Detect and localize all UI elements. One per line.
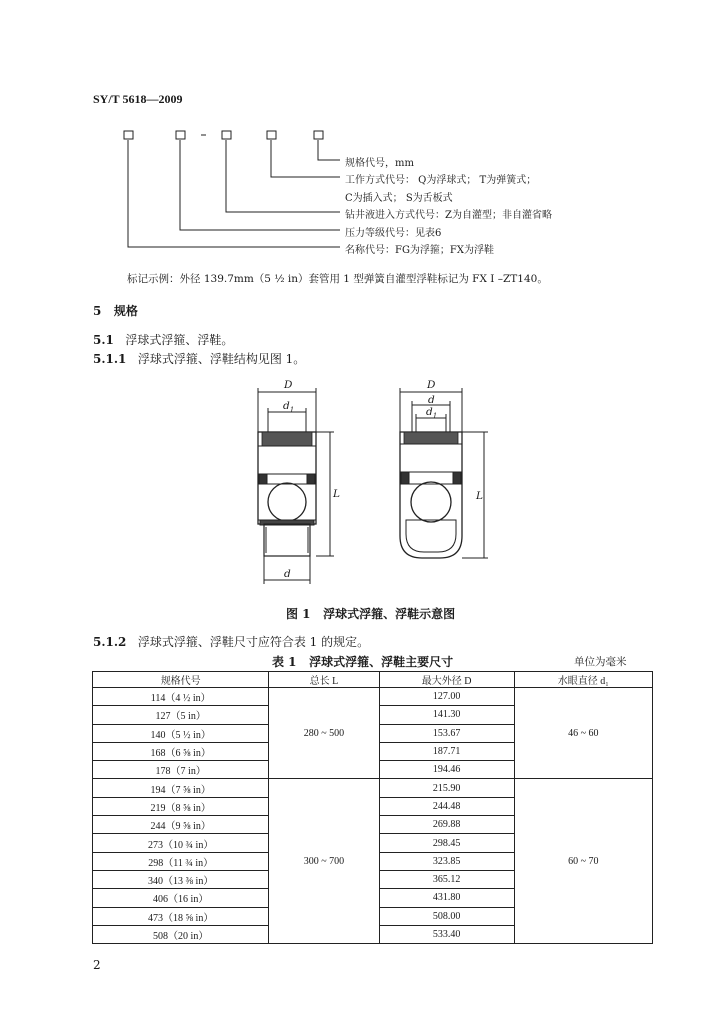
section-title: 规格	[113, 304, 138, 318]
cell-code: 127（5 in）	[93, 706, 269, 724]
clause-number: 5.1.2	[93, 635, 127, 649]
code-line-mode-cont: C为插入式； S为舌板式	[345, 193, 453, 204]
cell-code: 244（9 ⅝ in）	[93, 816, 269, 834]
cell-od: 153.67	[379, 724, 514, 742]
cell-od: 323.85	[379, 852, 514, 870]
standard-number: SY/T 5618—2009	[93, 92, 183, 106]
cell-code: 194（7 ⅝ in）	[93, 779, 269, 797]
cell-od: 194.46	[379, 761, 514, 779]
label-d1-left	[283, 400, 294, 414]
cell-code: 168（6 ⅝ in）	[93, 742, 269, 760]
label-d1-right	[426, 406, 437, 420]
cell-bore-group2: 60 ~ 70	[514, 779, 652, 944]
table-header-row	[93, 672, 653, 688]
clause-text: 浮球式浮箍、浮鞋。	[125, 333, 234, 347]
clause-number: 5.1	[93, 333, 114, 347]
clause-text: 浮球式浮箍、浮鞋结构见图 1。	[137, 352, 306, 366]
cell-code: 178（7 in）	[93, 761, 269, 779]
label-D-right: D	[427, 379, 436, 391]
cell-od: 269.88	[379, 816, 514, 834]
cell-od: 298.45	[379, 834, 514, 852]
code-line-mode: 工作方式代号： Q为浮球式； T为弹簧式；	[345, 175, 537, 186]
code-line-size: 规格代号，mm	[345, 158, 414, 169]
table-title-text: 浮球式浮箍、浮鞋主要尺寸	[309, 655, 454, 669]
header-max-od: 最大外径 D	[379, 672, 514, 688]
clause-5-1-2	[93, 633, 369, 650]
cell-od: 508.00	[379, 907, 514, 925]
cell-od: 141.30	[379, 706, 514, 724]
figure-caption	[286, 605, 455, 622]
marking-example: 标记示例：外径 139.7mm（5 ½ in）套管用 1 型弹簧自灌型浮鞋标记为 FX I –ZT140。	[127, 273, 548, 285]
label-d-bottom: d	[284, 568, 291, 580]
table-row	[93, 688, 653, 706]
cell-bore-group1: 46 ~ 60	[514, 688, 652, 779]
cell-od: 244.48	[379, 797, 514, 815]
header-bore: 水眼直径 d₁	[514, 672, 652, 688]
table-1	[92, 671, 653, 944]
cell-code: 219（8 ⅝ in）	[93, 797, 269, 815]
table-title	[272, 653, 453, 670]
cell-code: 140（5 ½ in）	[93, 724, 269, 742]
figure-title: 浮球式浮箍、浮鞋示意图	[323, 607, 456, 621]
cell-od: 365.12	[379, 870, 514, 888]
code-line-pressure: 压力等级代号：见表6	[345, 228, 442, 239]
clause-number: 5.1.1	[93, 352, 127, 366]
table-number: 表 1	[272, 655, 297, 669]
table-row	[93, 779, 653, 797]
cell-od: 187.71	[379, 742, 514, 760]
cell-code: 114（4 ½ in）	[93, 688, 269, 706]
cell-od: 533.40	[379, 925, 514, 943]
cell-od: 215.90	[379, 779, 514, 797]
label-sub: 1	[289, 406, 295, 415]
cell-od: 431.80	[379, 889, 514, 907]
label-d-right: d	[428, 394, 435, 406]
header-code: 规格代号	[93, 672, 269, 688]
cell-length-group2: 300 ~ 700	[269, 779, 379, 944]
label-d: d	[283, 400, 290, 412]
clause-text: 浮球式浮箍、浮鞋尺寸应符合表 1 的规定。	[137, 635, 370, 649]
cell-od: 127.00	[379, 688, 514, 706]
cell-code: 273（10 ¾ in）	[93, 834, 269, 852]
label-L-left: L	[333, 488, 340, 500]
header-length: 总长 L	[269, 672, 379, 688]
label-D-left: D	[284, 379, 293, 391]
cell-length-group1: 280 ~ 500	[269, 688, 379, 779]
cell-code: 406（16 in）	[93, 889, 269, 907]
cell-code: 340（13 ⅜ in）	[93, 870, 269, 888]
cell-code: 473（18 ⅝ in）	[93, 907, 269, 925]
page-number: 2	[93, 958, 101, 972]
section-number: 5	[93, 304, 102, 318]
cell-code: 298（11 ¾ in）	[93, 852, 269, 870]
label-sub: 1	[432, 412, 438, 421]
figure-number: 图 1	[286, 607, 311, 621]
code-line-name: 名称代号：FG为浮箍；FX为浮鞋	[345, 245, 494, 256]
table-unit: 单位为毫米	[574, 656, 627, 668]
cell-code: 508（20 in）	[93, 925, 269, 943]
label-d: d	[426, 406, 433, 418]
label-L-right: L	[476, 490, 483, 502]
code-line-fill: 钻井液进入方式代号：Z为自灌型；非自灌省略	[345, 210, 552, 221]
